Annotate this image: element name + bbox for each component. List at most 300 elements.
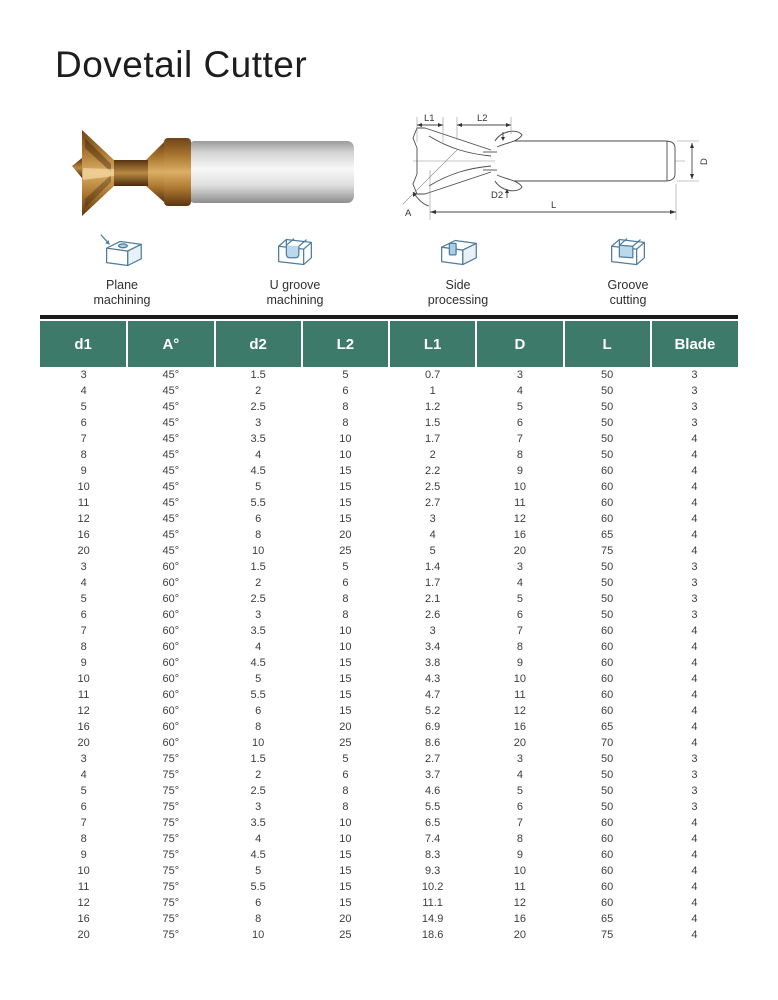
table-cell: 2.7	[424, 753, 441, 765]
label-l1: L1	[424, 113, 435, 124]
table-row	[40, 767, 738, 783]
tip	[72, 158, 82, 178]
table-cell: 50	[601, 785, 614, 797]
table-cell: 15	[339, 481, 352, 493]
table-cell: 4	[80, 385, 87, 397]
table-cell: 50	[601, 449, 614, 461]
table-cell: 12	[77, 897, 90, 909]
table-cell: 50	[601, 801, 614, 813]
table-cell: 5	[255, 865, 262, 877]
table-cell: 3	[429, 625, 436, 637]
table-cell: 10	[77, 865, 90, 877]
table-cell: 15	[339, 673, 352, 685]
table-row	[40, 927, 738, 943]
table-cell: 60	[601, 881, 614, 893]
table-cell: 45°	[162, 433, 180, 445]
table-cell: 45°	[162, 529, 180, 541]
table-cell: 4	[691, 849, 698, 861]
table-row	[40, 623, 738, 639]
shank	[188, 141, 354, 203]
table-cell: 9	[80, 849, 87, 861]
label-l: L	[551, 200, 557, 211]
table-row	[40, 367, 738, 383]
spec-table-section	[40, 315, 738, 943]
table-cell: 16	[77, 529, 90, 541]
groove-cutting-icon	[603, 232, 653, 274]
table-cell: 2.5	[250, 401, 266, 413]
table-cell: 10	[252, 545, 265, 557]
table-cell: 10	[252, 929, 265, 941]
table-row	[40, 847, 738, 863]
table-cell: 60	[601, 705, 614, 717]
table-row	[40, 655, 738, 671]
table-cell: 4	[255, 641, 262, 653]
app-u-groove-machining	[225, 232, 365, 308]
table-cell: 11	[514, 689, 526, 701]
table-row	[40, 415, 738, 431]
table-cell: 3	[691, 769, 698, 781]
neck	[114, 160, 148, 186]
table-cell: 60°	[162, 625, 180, 637]
table-cell: 50	[601, 593, 614, 605]
table-cell: 75°	[162, 785, 180, 797]
table-cell: 4	[691, 705, 698, 717]
table-cell: 3	[691, 561, 698, 573]
table-row	[40, 607, 738, 623]
table-cell: 75°	[162, 801, 180, 813]
table-cell: 15	[339, 897, 352, 909]
table-cell: 3	[80, 753, 87, 765]
table-cell: 4	[691, 865, 698, 877]
table-cell: 9	[516, 849, 523, 861]
table-cell: 4	[691, 929, 698, 941]
table-cell: 6	[342, 769, 349, 781]
table-cell: 50	[601, 561, 614, 573]
table-cell: 45°	[162, 481, 180, 493]
table-cell: 50	[601, 369, 614, 381]
table-cell: 10	[77, 673, 90, 685]
table-cell: 10	[252, 737, 265, 749]
table-top-border	[40, 315, 738, 319]
table-cell: 10	[339, 433, 352, 445]
table-cell: 5	[516, 785, 523, 797]
app-label-line2: machining	[266, 293, 324, 307]
table-cell: 6.5	[424, 817, 441, 829]
table-cell: 1.7	[424, 577, 441, 589]
side-processing-icon	[433, 232, 483, 274]
table-cell: 11	[514, 881, 526, 893]
table-cell: 6	[255, 705, 262, 717]
table-cell: 20	[513, 929, 526, 941]
dimension-diagram	[395, 112, 715, 230]
label-a: A	[405, 208, 412, 219]
table-row	[40, 399, 738, 415]
table-cell: 4	[691, 513, 698, 525]
table-cell: 6	[255, 897, 262, 909]
table-cell: 4	[691, 881, 698, 893]
table-cell: 60	[601, 481, 614, 493]
table-cell: 8	[80, 833, 87, 845]
table-cell: 4.6	[424, 785, 441, 797]
table-cell: 8	[80, 641, 87, 653]
table-cell: 60°	[162, 673, 180, 685]
table-cell: 5	[429, 545, 436, 557]
table-cell: 60°	[162, 593, 180, 605]
table-row	[40, 783, 738, 799]
table-cell: 4	[516, 769, 523, 781]
table-cell: 6	[342, 577, 349, 589]
table-cell: 11	[77, 497, 90, 509]
table-cell: 7	[516, 433, 523, 445]
table-cell: 4	[691, 833, 698, 845]
table-cell: 50	[601, 401, 614, 413]
table-cell: 5.5	[250, 497, 266, 509]
table-cell: 1.5	[250, 753, 266, 765]
table-cell: 75°	[162, 849, 180, 861]
table-row	[40, 495, 738, 511]
table-cell: 8	[80, 449, 87, 461]
table-cell: 2	[255, 385, 262, 397]
table-cell: 3	[691, 401, 698, 413]
table-cell: 8	[516, 641, 523, 653]
table-cell: 60	[601, 833, 614, 845]
table-cell: 5	[80, 785, 87, 797]
table-cell: 1.5	[424, 417, 441, 429]
table-cell: 75	[601, 545, 614, 557]
table-row	[40, 671, 738, 687]
table-cell: 6	[516, 801, 523, 813]
table-cell: 7	[80, 817, 87, 829]
table-cell: 20	[339, 721, 352, 733]
table-cell: 60	[601, 641, 614, 653]
table-row	[40, 543, 738, 559]
table-cell: 4.5	[250, 465, 266, 477]
table-cell: 16	[513, 721, 526, 733]
table-cell: 60°	[162, 561, 180, 573]
table-cell: 65	[601, 913, 614, 925]
table-cell: 9	[516, 657, 523, 669]
table-cell: 10	[339, 449, 352, 461]
table-cell: 4	[255, 833, 262, 845]
table-cell: 1.5	[250, 561, 266, 573]
table-cell: 4	[691, 817, 698, 829]
table-cell: 60°	[162, 657, 180, 669]
table-row	[40, 527, 738, 543]
table-cell: 2.1	[424, 593, 441, 605]
table-row	[40, 511, 738, 527]
table-cell: 65	[601, 721, 614, 733]
table-cell: 75°	[162, 769, 180, 781]
table-cell: 5.5	[250, 881, 266, 893]
table-cell: 1.7	[424, 433, 441, 445]
table-cell: 60°	[162, 689, 180, 701]
table-cell: 11	[514, 497, 526, 509]
table-row	[40, 575, 738, 591]
table-cell: 3	[255, 801, 262, 813]
table-cell: 11	[77, 689, 90, 701]
table-cell: 6	[342, 385, 349, 397]
table-row	[40, 383, 738, 399]
table-cell: 60°	[162, 641, 180, 653]
table-cell: 75°	[162, 929, 180, 941]
table-cell: 45°	[162, 417, 180, 429]
table-cell: 8	[342, 609, 349, 621]
table-cell: 4	[691, 433, 698, 445]
app-label	[388, 278, 528, 308]
table-cell: 20	[77, 929, 90, 941]
table-cell: 5	[516, 401, 523, 413]
table-row	[40, 863, 738, 879]
table-cell: 4.5	[250, 849, 266, 861]
table-cell: 3	[691, 369, 698, 381]
table-cell: 4	[691, 657, 698, 669]
table-cell: 1.2	[424, 401, 441, 413]
table-cell: 20	[77, 545, 90, 557]
cutter-photo-group	[72, 130, 354, 216]
col-header-l2: L2	[302, 321, 389, 367]
table-cell: 3	[691, 609, 698, 621]
table-cell: 14.9	[421, 913, 444, 925]
table-cell: 4	[691, 481, 698, 493]
table-row	[40, 591, 738, 607]
table-row	[40, 479, 738, 495]
table-cell: 60°	[162, 577, 180, 589]
table-cell: 4	[691, 721, 698, 733]
table-cell: 3.7	[424, 769, 441, 781]
table-cell: 45°	[162, 449, 180, 461]
col-header-d1: d1	[40, 321, 127, 367]
page-title: Dovetail Cutter	[55, 44, 308, 85]
table-cell: 75°	[162, 833, 180, 845]
table-cell: 50	[601, 385, 614, 397]
table-cell: 60	[601, 849, 614, 861]
table-cell: 50	[601, 433, 614, 445]
table-cell: 3	[691, 785, 698, 797]
table-cell: 10	[77, 481, 90, 493]
table-cell: 3	[691, 593, 698, 605]
table-cell: 5.5	[250, 689, 266, 701]
table-cell: 5	[80, 593, 87, 605]
table-cell: 20	[77, 737, 90, 749]
table-cell: 25	[339, 929, 352, 941]
table-cell: 4	[691, 641, 698, 653]
table-cell: 8	[516, 449, 523, 461]
col-header-l1: L1	[389, 321, 476, 367]
table-cell: 50	[601, 417, 614, 429]
plane-machining-icon	[97, 232, 147, 274]
table-cell: 45°	[162, 369, 180, 381]
table-cell: 4	[691, 897, 698, 909]
table-cell: 60	[601, 513, 614, 525]
table-cell: 6	[80, 417, 87, 429]
table-cell: 45°	[162, 385, 180, 397]
app-label-line1: Plane	[106, 278, 138, 292]
label-d: D	[699, 158, 710, 165]
product-photo	[70, 124, 360, 224]
table-row	[40, 751, 738, 767]
table-cell: 10	[339, 833, 352, 845]
table-cell: 60	[601, 673, 614, 685]
table-cell: 2	[255, 769, 262, 781]
table-cell: 10	[339, 625, 352, 637]
table-cell: 1	[429, 385, 436, 397]
label-d2: D2	[491, 190, 504, 201]
table-cell: 7	[516, 817, 523, 829]
table-cell: 50	[601, 609, 614, 621]
table-cell: 5	[80, 401, 87, 413]
table-cell: 50	[601, 753, 614, 765]
table-cell: 16	[513, 913, 526, 925]
table-cell: 2.2	[424, 465, 441, 477]
table-cell: 60	[601, 657, 614, 669]
table-cell: 5	[516, 593, 523, 605]
table-cell: 3	[429, 513, 436, 525]
table-cell: 4.7	[424, 689, 441, 701]
app-label-line2: processing	[427, 293, 489, 307]
table-row	[40, 911, 738, 927]
table-cell: 2.7	[424, 497, 441, 509]
table-cell: 2.5	[250, 785, 266, 797]
col-header-blade: Blade	[651, 321, 738, 367]
table-cell: 70	[601, 737, 614, 749]
table-cell: 3	[691, 577, 698, 589]
table-cell: 45°	[162, 545, 180, 557]
table-cell: 25	[339, 545, 352, 557]
table-cell: 6	[255, 513, 262, 525]
table-cell: 5	[342, 561, 349, 573]
table-cell: 2.5	[424, 481, 441, 493]
table-cell: 11	[77, 881, 90, 893]
table-cell: 3	[691, 801, 698, 813]
table-row	[40, 639, 738, 655]
table-cell: 12	[513, 705, 526, 717]
table-cell: 75°	[162, 881, 180, 893]
table-row	[40, 735, 738, 751]
table-cell: 4	[691, 529, 698, 541]
u-groove-machining-icon	[270, 232, 320, 274]
spec-table-body	[40, 367, 738, 943]
table-cell: 60°	[162, 705, 180, 717]
table-cell: 3.4	[424, 641, 441, 653]
table-cell: 8	[255, 913, 262, 925]
table-cell: 50	[601, 577, 614, 589]
table-cell: 75°	[162, 865, 180, 877]
table-cell: 2	[429, 449, 436, 461]
table-cell: 60	[601, 689, 614, 701]
table-cell: 2	[255, 577, 262, 589]
table-cell: 10	[339, 817, 352, 829]
table-cell: 15	[339, 865, 352, 877]
spec-table	[40, 321, 738, 943]
table-cell: 4	[691, 449, 698, 461]
table-cell: 60	[601, 465, 614, 477]
table-row	[40, 831, 738, 847]
table-cell: 45°	[162, 401, 180, 413]
table-cell: 6	[516, 417, 523, 429]
table-cell: 6.9	[424, 721, 441, 733]
table-cell: 60°	[162, 721, 180, 733]
table-cell: 4.5	[250, 657, 266, 669]
table-row	[40, 559, 738, 575]
table-cell: 6	[80, 801, 87, 813]
table-cell: 8	[342, 593, 349, 605]
table-cell: 60°	[162, 609, 180, 621]
table-cell: 8	[255, 529, 262, 541]
table-cell: 10	[339, 641, 352, 653]
table-cell: 15	[339, 689, 352, 701]
table-cell: 6	[80, 609, 87, 621]
table-cell: 4	[255, 449, 262, 461]
table-cell: 3	[516, 369, 523, 381]
table-row	[40, 447, 738, 463]
table-cell: 16	[77, 913, 90, 925]
table-cell: 0.7	[424, 369, 441, 381]
table-cell: 4	[516, 577, 523, 589]
table-cell: 4	[691, 497, 698, 509]
table-cell: 75°	[162, 913, 180, 925]
shank-outline	[495, 141, 675, 181]
table-cell: 7.4	[424, 833, 441, 845]
table-cell: 50	[601, 769, 614, 781]
table-cell: 12	[513, 897, 526, 909]
table-cell: 3	[80, 561, 87, 573]
col-header-l: L	[564, 321, 651, 367]
table-cell: 5.5	[424, 801, 441, 813]
table-cell: 15	[339, 497, 352, 509]
table-cell: 4	[691, 545, 698, 557]
app-side-processing	[388, 232, 528, 308]
app-label-line2: cutting	[609, 293, 647, 307]
table-cell: 5.2	[424, 705, 441, 717]
table-row	[40, 799, 738, 815]
table-cell: 15	[339, 705, 352, 717]
table-cell: 2.5	[250, 593, 266, 605]
label-l2: L2	[477, 113, 488, 124]
table-cell: 20	[339, 529, 352, 541]
table-cell: 3	[80, 369, 87, 381]
table-row	[40, 703, 738, 719]
table-cell: 4	[691, 465, 698, 477]
table-cell: 3	[255, 609, 262, 621]
table-cell: 11.1	[422, 897, 443, 909]
table-cell: 9	[80, 657, 87, 669]
table-cell: 60	[601, 897, 614, 909]
table-cell: 60	[601, 625, 614, 637]
table-cell: 60°	[162, 737, 180, 749]
table-cell: 9	[516, 465, 523, 477]
table-cell: 10	[513, 865, 526, 877]
table-cell: 4	[516, 385, 523, 397]
table-cell: 4	[691, 673, 698, 685]
app-groove-cutting	[558, 232, 698, 308]
table-cell: 4	[80, 577, 87, 589]
app-label-line2: machining	[93, 293, 151, 307]
table-cell: 12	[77, 705, 90, 717]
table-row	[40, 463, 738, 479]
table-cell: 7	[80, 433, 87, 445]
table-cell: 8	[255, 721, 262, 733]
table-cell: 5	[255, 673, 262, 685]
table-cell: 4.3	[424, 673, 441, 685]
table-cell: 7	[516, 625, 523, 637]
table-cell: 3.5	[250, 817, 266, 829]
table-cell: 8	[342, 801, 349, 813]
table-cell: 75	[601, 929, 614, 941]
table-cell: 4	[691, 737, 698, 749]
table-cell: 10.2	[421, 881, 444, 893]
table-cell: 4	[691, 913, 698, 925]
table-cell: 3	[691, 385, 698, 397]
